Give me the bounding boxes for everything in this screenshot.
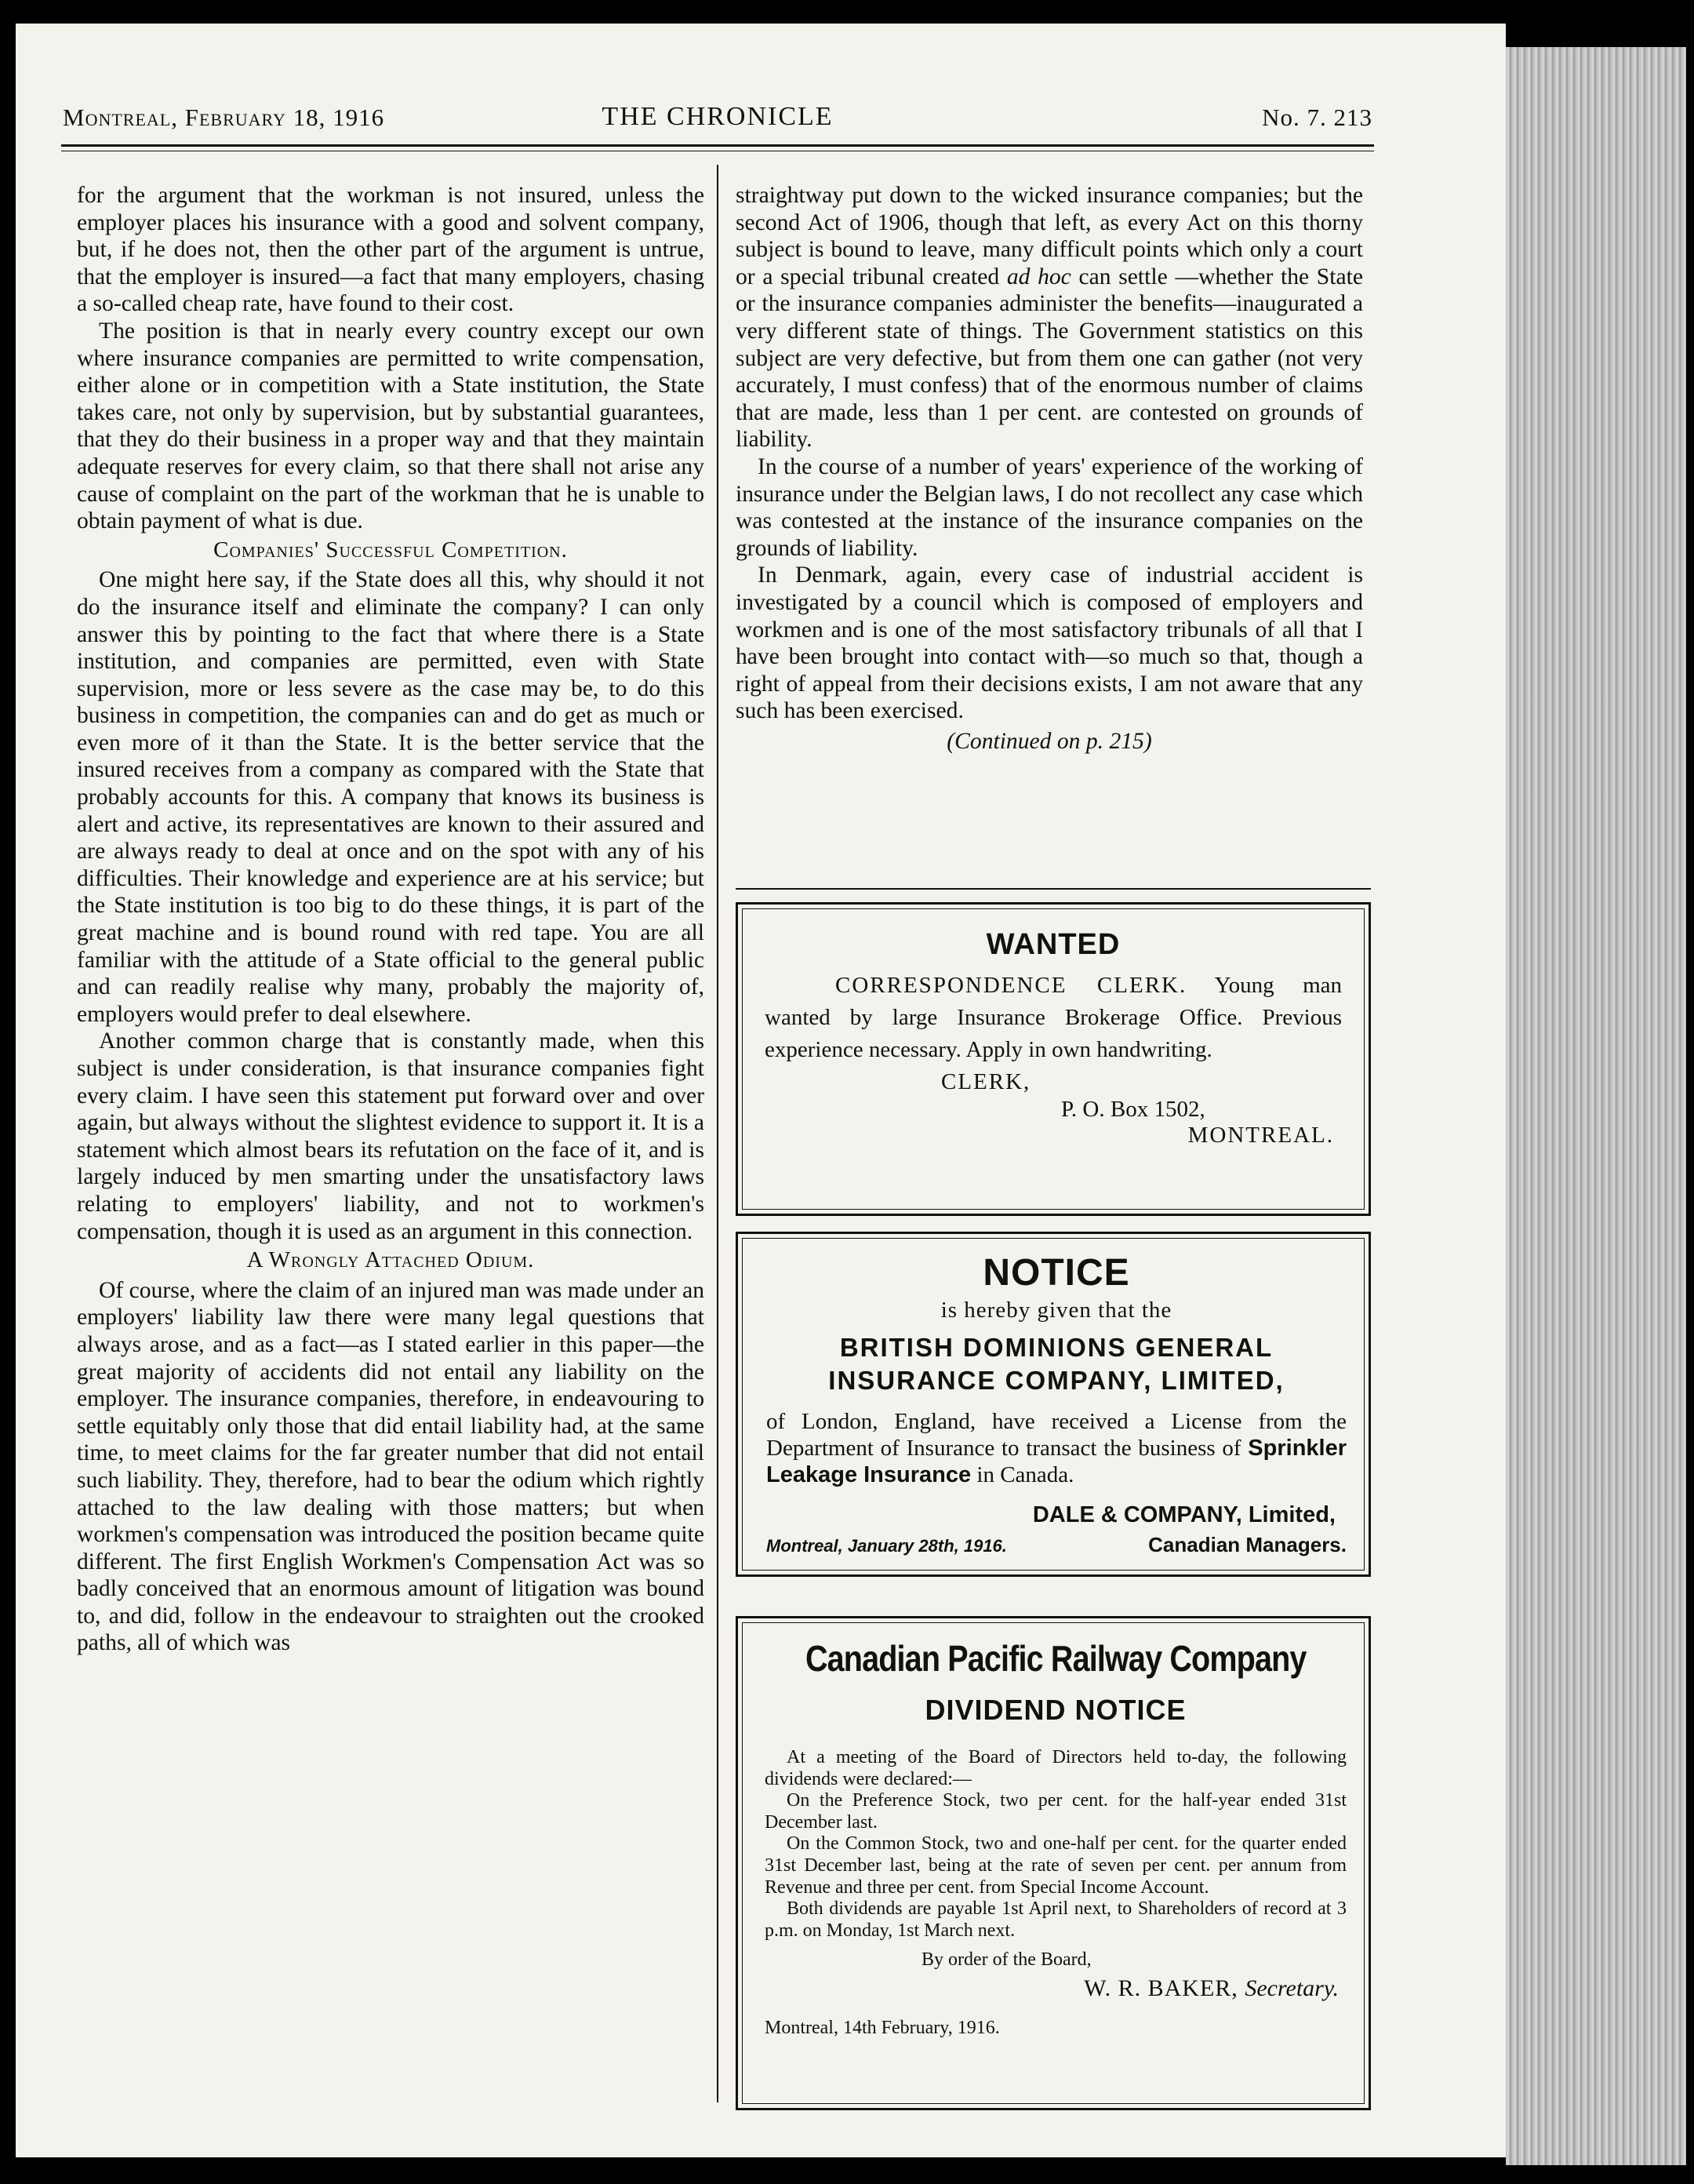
paragraph: At a meeting of the Board of Directors held to-day, the following dividends were declared:— — [765, 1747, 1347, 1789]
notice-company: BRITISH DOMINIONS GENERAL INSURANCE COMPANY, LIMITED, — [828, 1333, 1285, 1395]
paragraph: for the argument that the workman is not insured, unless the employer places his insurance with a good and solvent company, but, if he does not, then the other part of the argument is untrue, that the employer is insured—a fact that many employers, chasing a so-called cheap rate, have found to their cost. — [77, 183, 704, 317]
wanted-position: CORRESPONDENCE CLERK. — [835, 973, 1187, 998]
wanted-contact-name: CLERK, — [941, 1069, 1031, 1094]
cpr-body — [765, 1747, 1347, 1942]
paragraph-text: straightway put down to the wicked insurance companies; but the second Act of 1906, though that left, as every Act on this thorny subject is bound to leave, many difficult points which only a court or a special tribunal created — [736, 183, 1363, 289]
wanted-contact-box: P. O. Box 1502, — [1061, 1097, 1205, 1122]
paragraph: In Denmark, again, every case of industrial accident is investigated by a council which is composed of employers and workmen and is one of the most satisfactory tribunals of all that I have been brought into contact with—so much so that, though a right of appeal from their decisions exists, I am not aware that any such has been exercised. — [736, 562, 1363, 724]
paragraph: On the Common Stock, two and one-half per cent. for the quarter ended 31st December last, being at the rate of seven per cent. per annum from Revenue and three per cent. from Special Income Account. — [765, 1833, 1347, 1898]
section-heading: Companies' Successful Competition. — [213, 537, 568, 562]
column-right — [736, 182, 1363, 755]
notice-footer — [766, 1533, 1347, 1564]
paragraph: Another common charge that is constantly made, when this subject is under consideration, is that insurance companies fight every claim. I have seen this statement put forward over and over again, but always without the slightest evidence to support it. It is a statement which almost bears its refutation on the face of it, and is largely induced by men smarting under the unsatisfactory laws relating to employers' liability, and not to workmen's compensation, though it is used as an argument in this connection. — [77, 1028, 704, 1244]
notice-title: NOTICE — [983, 1252, 1130, 1294]
cpr-date: Montreal, 14th February, 1916. — [765, 2018, 1000, 2039]
paragraph — [736, 182, 1363, 453]
wanted-title: WANTED — [986, 928, 1121, 961]
header-issue-page: No. 7. 213 — [1262, 104, 1372, 131]
wanted-advertisement — [736, 902, 1371, 1216]
cpr-title: Canadian Pacific Railway Company — [805, 1638, 1307, 1679]
cpr-subtitle: DIVIDEND NOTICE — [925, 1694, 1187, 1726]
paragraph-text: can settle —whether the State or the insurance companies administer the benefits—inaugurated a very different state of things. The Government statistics on this subject are very defective, but from them one can gather (not very accurately, I must confess) that of the enormous number of claims that are made, less than 1 per cent. are contested on grounds of liability. — [736, 264, 1363, 453]
cpr-signature — [765, 1975, 1347, 2002]
cpr-role: Secretary. — [1245, 1975, 1339, 2002]
notice-intro: is hereby given that the — [940, 1298, 1172, 1323]
wanted-contact-city: MONTREAL. — [1187, 1123, 1334, 1148]
section-heading: A Wrongly Attached Odium. — [246, 1247, 535, 1273]
divider-rule — [736, 888, 1371, 890]
page-header-text — [63, 104, 1372, 135]
paragraph: One might here say, if the State does all this, why should it not do the insurance itself and eliminate the company? I can only answer this by pointing to the fact that where there is a State institution, and companies are permitted, even with State supervision, more or less severe as the case may be, to do this business in competition, the companies can and do get as much or even more of it than the State. It is the better service that the insured receives from a company as compared with the State that probably accounts for this. A company that knows its business is alert and active, its representatives are known to their assured and are always ready to deal at once and on the spot with any of his difficulties. Their knowledge and experience are at his service; but the State institution is too big to do these things, it is part of the great machine and is bound round with red tape. You are all familiar with the attitude of a State official to the general public and can readily realise why many, probably the majority of, employers would prefer to deal elsewhere. — [77, 567, 704, 1027]
column-divider — [717, 165, 718, 2102]
wanted-body — [765, 970, 1342, 1066]
notice-date: Montreal, January 28th, 1916. — [766, 1536, 1007, 1556]
paragraph: On the Preference Stock, two per cent. for the half-year ended 31st December last. — [765, 1790, 1347, 1833]
license-notice — [736, 1232, 1371, 1577]
italic-phrase: ad hoc — [1006, 264, 1071, 289]
notice-body-text: in Canada. — [976, 1462, 1074, 1487]
notice-manager: Canadian Managers. — [1148, 1533, 1347, 1556]
paragraph: The position is that in nearly every country except our own where insurance companies are permitted to write compensation, either alone or in competition with a State institution, the State takes care, not only by supervision, but by substantial guarantees, that they do their business in a proper way and that they maintain adequate reserves for every claim, so that there shall not arise any cause of complaint on the part of the workman that he is unable to obtain payment of what is due. — [77, 318, 704, 534]
notice-body-text: of London, England, have received a License from the Department of Insurance to transact the business of — [766, 1409, 1347, 1461]
paragraph: Both dividends are payable 1st April next, to Shareholders of record at 3 p.m. on Monday, 1st March next. — [765, 1898, 1347, 1941]
notice-signer: DALE & COMPANY, Limited, — [1032, 1502, 1336, 1527]
cpr-signer: W. R. BAKER, — [1084, 1975, 1238, 2002]
paragraph: Of course, where the claim of an injured man was made under an employers' liability law there were many legal questions that always arose, and as a fact—as I stated earlier in this paper—the great majority of accidents did not entail any liability on the employer. The insurance companies, therefore, in endeavouring to settle equitably only those that did entail liability had, at the same time, to meet claims for the far greater number that did not entail such liability. They, therefore, had to bear the odium which rightly attached to the law dealing with those matters; but when workmen's compensation was introduced the position became quite different. The first English Workmen's Compensation Act was so badly conceived that an enormous amount of litigation was bound to, and did, follow in the endeavour to straighten out the crooked paths, all of which was — [77, 1277, 704, 1656]
page-edge-shadow — [1506, 47, 1686, 2165]
continued-note: (Continued on p. 215) — [947, 728, 1152, 754]
paragraph: In the course of a number of years' experience of the working of insurance under the Belgian laws, I do not recollect any case which was contested at the instance of the insurance companies on the grounds of liability. — [736, 453, 1363, 561]
column-left — [77, 182, 704, 1657]
dividend-notice — [736, 1616, 1371, 2110]
header-title: THE CHRONICLE — [602, 102, 834, 131]
cpr-by-order: By order of the Board, — [922, 1949, 1092, 1971]
notice-insurance-type: Sprinkler Leakage Insurance — [766, 1436, 1347, 1487]
header-dateline: Montreal, February 18, 1916 — [63, 104, 385, 131]
notice-body — [766, 1408, 1347, 1488]
wanted-text: Young man wanted by large Insurance Brokerage Office. Previous experience necessary. Apply in own handwriting. — [765, 973, 1342, 1062]
header-rule-thick — [61, 144, 1374, 147]
